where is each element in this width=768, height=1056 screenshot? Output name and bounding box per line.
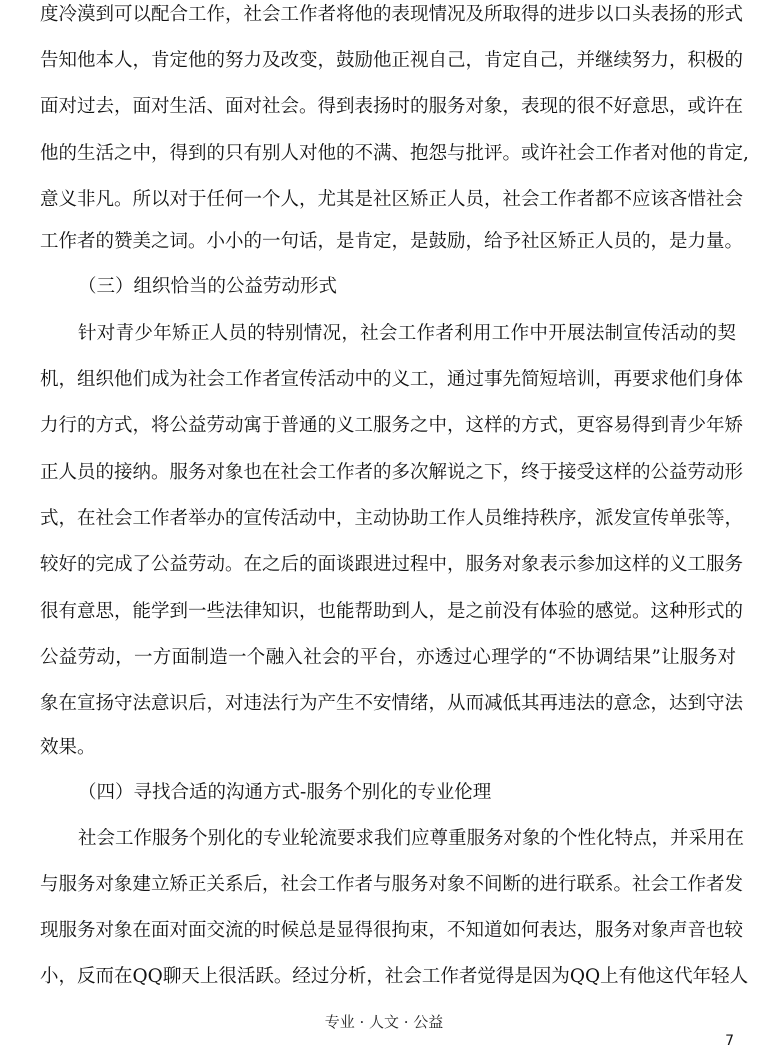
page-number: 7 xyxy=(725,1033,734,1049)
paragraph-line: 面对过去，面对生活、面对社会。得到表扬时的服务对象，表现的很不好意思，或许在 xyxy=(40,96,744,117)
paragraph-line: 意义非凡。所以对于任何一个人，尤其是社区矫正人员，社会工作者都不应该吝惜社会 xyxy=(40,189,744,210)
paragraph-line: 小，反而在QQ聊天上很活跃。经过分析，社会工作者觉得是因为QQ上有他这代年轻人 xyxy=(40,966,749,987)
paragraph-line: 较好的完成了公益劳动。在之后的面谈跟进过程中，服务对象表示参加这样的义工服务 xyxy=(40,554,744,575)
paragraph-line: 他的生活之中，得到的只有别人对他的不满、抱怨与批评。或许社会工作者对他的肯定, xyxy=(40,143,749,164)
section-heading-4: （四）寻找合适的沟通方式-服务个别化的专业伦理 xyxy=(78,782,492,803)
paragraph-line: 公益劳动，一方面制造一个融入社会的平台，亦透过心理学的“不协调结果”让服务对 xyxy=(40,647,736,668)
paragraph-line: 社会工作服务个别化的专业轮流要求我们应尊重服务对象的个性化特点，并采用在 xyxy=(78,828,745,849)
paragraph-line: 机，组织他们成为社会工作者宣传活动中的义工，通过事先简短培训，再要求他们身体 xyxy=(40,369,744,390)
paragraph-line: 效果。 xyxy=(40,737,96,758)
paragraph-line: 正人员的接纳。服务对象也在社会工作者的多次解说之下，终于接受这样的公益劳动形 xyxy=(40,462,744,483)
page-footer: 专业 · 人文 · 公益 xyxy=(324,1013,444,1031)
paragraph-line: 象在宣扬守法意识后，对违法行为产生不安情绪，从而减低其再违法的意念，达到守法 xyxy=(40,693,744,714)
paragraph-line: 工作者的赞美之词。小小的一句话，是肯定，是鼓励，给予社区矫正人员的，是力量。 xyxy=(40,231,744,252)
paragraph-line: 很有意思，能学到一些法律知识，也能帮助到人，是之前没有体验的感觉。这种形式的 xyxy=(40,601,744,622)
paragraph-line: 力行的方式，将公益劳动寓于普通的义工服务之中，这样的方式，更容易得到青少年矫 xyxy=(40,415,744,436)
paragraph-line: 式，在社会工作者举办的宣传活动中，主动协助工作人员维持秩序，派发宣传单张等， xyxy=(40,508,744,529)
section-heading-3: （三）组织恰当的公益劳动形式 xyxy=(78,276,338,297)
paragraph-line: 现服务对象在面对面交流的时候总是显得很拘束，不知道如何表达，服务对象声音也较 xyxy=(40,920,744,941)
paragraph-line: 与服务对象建立矫正关系后，社会工作者与服务对象不间断的进行联系。社会工作者发 xyxy=(40,874,744,895)
paragraph-line: 度冷漠到可以配合工作，社会工作者将他的表现情况及所取得的进步以口头表扬的形式 xyxy=(40,4,744,25)
paragraph-line: 告知他本人，肯定他的努力及改变，鼓励他正视自己，肯定自己，并继续努力，积极的 xyxy=(40,50,744,71)
paragraph-line: 针对青少年矫正人员的特别情况，社会工作者利用工作中开展法制宣传活动的契 xyxy=(78,323,736,344)
